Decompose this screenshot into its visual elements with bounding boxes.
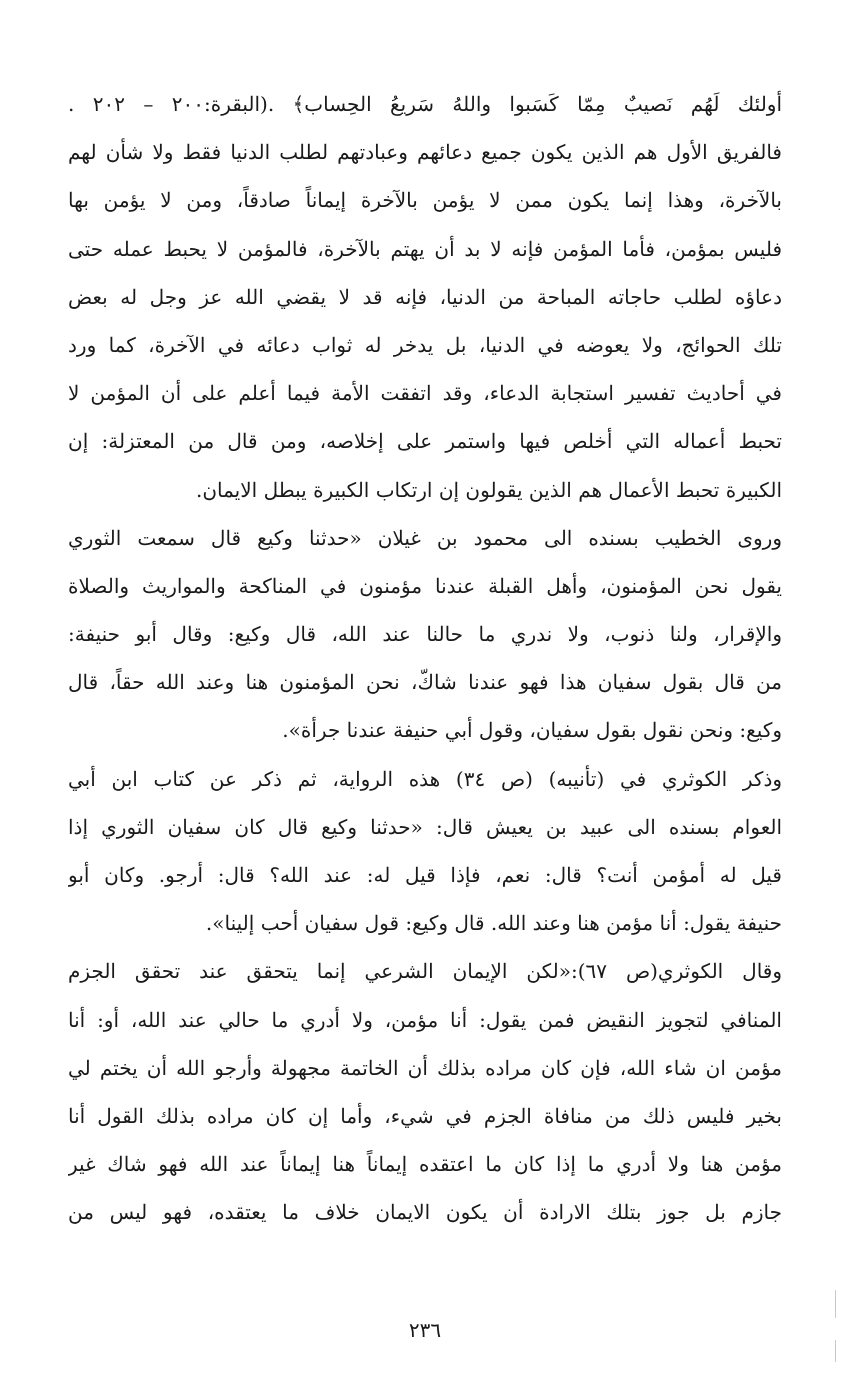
text-line: أولئك لَهُم نَصيبٌ مِمّا كَسَبوا واللهُ سَريعُ الحِساب﴾ .(البقرة:٢٠٠ – ٢٠٢ .: [68, 92, 782, 116]
paragraph-kawthari-quote: [68, 947, 782, 1236]
text-line: مؤمن هنا ولا أدري ما إذا كان ما اعتقده إيماناً هنا إيماناً عند الله فهو شاك غير: [68, 1152, 782, 1177]
text-line: والإقرار، ولنا ذنوب، ولا ندري ما حالنا عند الله، قال وكيع: وقال أبو حنيفة:: [68, 622, 782, 647]
scan-edge-mark: [835, 1340, 836, 1362]
paragraph-khatib-narration: [68, 514, 782, 755]
text-line: في أحاديث تفسير استجابة الدعاء، وقد اتفقت الأمة فيما أعلم على أن المؤمن لا: [68, 381, 782, 406]
text-line: من قال بقول سفيان هذا فهو عندنا شاكّ، نحن المؤمنون هنا وعند الله حقاً، قال: [68, 670, 782, 695]
text-line: الكبيرة تحبط الأعمال هم الذين يقولون إن ارتكاب الكبيرة يبطل الايمان.: [195, 477, 782, 502]
paragraph-verse: [68, 80, 782, 128]
text-line: حنيفة يقول: أنا مؤمن هنا وعند الله. قال وكيع: قول سفيان أحب إلينا».: [205, 911, 782, 936]
paragraph-kawthari-tanib: [68, 755, 782, 948]
text-line: قيل له أمؤمن أنت؟ قال: نعم، فإذا قيل له: عند الله؟ قال: أرجو. وكان أبو: [68, 863, 782, 887]
text-line: تلك الحوائج، ولا يعوضه في الدنيا، بل يدخر له ثواب دعائه في الآخرة، كما ورد: [68, 332, 782, 357]
text-line: وقال الكوثري(ص ٦٧):«لكن الإيمان الشرعي إنما يتحقق عند تحقق الجزم: [68, 959, 782, 984]
text-line: العوام بسنده الى عبيد بن يعيش قال: «حدثنا وكيع قال كان سفيان الثوري إذا: [68, 814, 782, 839]
text-line: يقول نحن المؤمنون، وأهل القبلة عندنا مؤمنون في المناكحة والمواريث والصلاة: [68, 573, 782, 598]
text-line: وكيع: ونحن نقول بقول سفيان، وقول أبي حنيفة عندنا جرأة».: [282, 718, 782, 743]
page-text: [68, 80, 782, 1237]
text-line: جازم بل جوز بتلك الارادة أن يكون الايمان خلاف ما يعتقده، فهو ليس من: [68, 1200, 782, 1225]
text-line: بالآخرة، وهذا إنما يكون ممن لا يؤمن بالآخرة إيماناً صادقاً، ومن لا يؤمن بها: [68, 188, 782, 213]
text-line: المنافي لتجويز النقيض فمن يقول: أنا مؤمن، ولا أدري ما حالي عند الله، أو: أنا: [68, 1007, 782, 1032]
text-line: وروى الخطيب بسنده الى محمود بن غيلان «حدثنا وكيع قال سمعت الثوري: [68, 525, 782, 550]
scan-edge-mark: [835, 1290, 836, 1318]
text-line: دعاؤه لطلب حاجاته المباحة من الدنيا، فإنه قد لا يقضي الله عز وجل له بعض: [68, 284, 782, 309]
text-line: فالفريق الأول هم الذين يكون جميع دعائهم وعبادتهم لطلب الدنيا فقط ولا شأن لهم: [68, 140, 782, 165]
paragraph-first-group: [68, 128, 782, 514]
page-number: ٢٣٦: [408, 1318, 442, 1342]
text-line: مؤمن ان شاء الله، فإن كان مراده بذلك أن الخاتمة مجهولة وأرجو الله أن يختم لي: [68, 1055, 782, 1080]
text-line: فليس بمؤمن، فأما المؤمن فإنه لا بد أن يهتم بالآخرة، فالمؤمن لا يحبط عمله حتى: [68, 236, 782, 261]
text-line: تحبط أعماله التي أخلص فيها واستمر على إخلاصه، ومن قال من المعتزلة: إن: [68, 429, 782, 454]
text-line: بخير فليس ذلك من منافاة الجزم في شيء، وأما إن كان مراده بذلك القول أنا: [68, 1103, 782, 1128]
text-line: وذكر الكوثري في (تأنيبه) (ص ٣٤) هذه الرواية، ثم ذكر عن كتاب ابن أبي: [68, 766, 782, 791]
